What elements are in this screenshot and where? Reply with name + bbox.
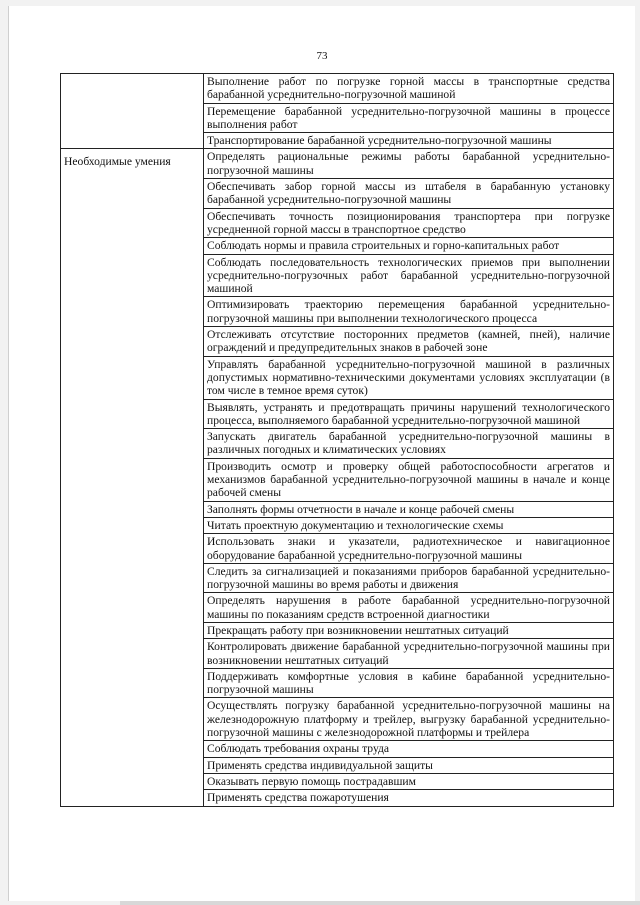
skill-cell: Поддерживать комфортные условия в кабине барабанной усреднительно-погрузочной машины bbox=[204, 668, 614, 698]
skill-cell: Читать проектную документацию и технологические схемы bbox=[204, 517, 614, 533]
labor-action-cell: Перемещение барабанной усреднительно-погрузочной машины в процессе выполнения работ bbox=[204, 103, 614, 133]
table-row bbox=[61, 149, 614, 179]
labor-action-cell: Транспортирование барабанной усреднительно-погрузочной машины bbox=[204, 133, 614, 149]
skill-cell: Выявлять, устранять и предотвращать причины нарушений технологического процесса, выполняемого барабанной усреднительно-погрузочной машиной bbox=[204, 399, 614, 429]
scan-edge-shadow bbox=[120, 901, 640, 905]
skill-cell: Следить за сигнализацией и показаниями приборов барабанной усреднительно-погрузочной машины во время работы и движения bbox=[204, 563, 614, 593]
skill-cell: Оптимизировать траекторию перемещения барабанной усреднительно-погрузочной машины при выполнении технологического процесса bbox=[204, 297, 614, 327]
skill-cell: Запускать двигатель барабанной усреднительно-погрузочной машины в различных погодных и климатических условиях bbox=[204, 429, 614, 459]
skill-cell: Контролировать движение барабанной усреднительно-погрузочной машины при возникновении нештатных ситуаций bbox=[204, 639, 614, 669]
skill-cell: Использовать знаки и указатели, радиотехническое и навигационное оборудование барабанной усреднительно-погрузочной машины bbox=[204, 534, 614, 564]
skills-label-cell: Необходимые умения bbox=[61, 149, 204, 806]
skill-cell: Производить осмотр и проверку общей работоспособности агрегатов и механизмов барабанной усреднительно-погрузочной машины в начале и конце рабочей смены bbox=[204, 458, 614, 501]
skill-cell: Обеспечивать точность позиционирования транспортера при погрузке усредненной горной массы в транспортное средство bbox=[204, 208, 614, 238]
skill-cell: Соблюдать нормы и правила строительных и горно-капитальных работ bbox=[204, 238, 614, 254]
requirements-table bbox=[60, 73, 614, 807]
table-row bbox=[61, 74, 614, 104]
skill-cell: Управлять барабанной усреднительно-погрузочной машиной в различных допустимых нормативно-техническими документами условиях эксплуатации (в том числе в темное время суток) bbox=[204, 356, 614, 399]
page-number: 73 bbox=[316, 50, 328, 62]
labor-action-cell: Выполнение работ по погрузке горной массы в транспортные средства барабанной усреднительно-погрузочной машиной bbox=[204, 74, 614, 104]
skill-cell: Применять средства индивидуальной защиты bbox=[204, 757, 614, 773]
skill-cell: Обеспечивать забор горной массы из штабеля в барабанную установку барабанной усреднительно-погрузочной машины bbox=[204, 179, 614, 209]
skill-cell: Соблюдать последовательность технологических приемов при выполнении усреднительно-погрузочных работ барабанной усреднительно-погрузочной машиной bbox=[204, 254, 614, 297]
skill-cell: Оказывать первую помощь пострадавшим bbox=[204, 773, 614, 789]
document-page bbox=[8, 6, 635, 901]
skill-cell: Соблюдать требования охраны труда bbox=[204, 741, 614, 757]
empty-label-cell bbox=[61, 74, 204, 149]
skill-cell: Определять нарушения в работе барабанной усреднительно-погрузочной машины по показаниям средств встроенной диагностики bbox=[204, 593, 614, 623]
skill-cell: Осуществлять погрузку барабанной усреднительно-погрузочной машины на железнодорожную платформу и трейлер, выгрузку барабанной усреднительно-погрузочной машины с железнодорожной платформы и трейлера bbox=[204, 698, 614, 741]
skill-cell: Определять рациональные режимы работы барабанной усреднительно-погрузочной машины bbox=[204, 149, 614, 179]
skill-cell: Отслеживать отсутствие посторонних предметов (камней, пней), наличие ограждений и предупредительных знаков в рабочей зоне bbox=[204, 327, 614, 357]
skill-cell: Заполнять формы отчетности в начале и конце рабочей смены bbox=[204, 501, 614, 517]
skill-cell: Применять средства пожаротушения bbox=[204, 790, 614, 806]
skill-cell: Прекращать работу при возникновении нештатных ситуаций bbox=[204, 622, 614, 638]
